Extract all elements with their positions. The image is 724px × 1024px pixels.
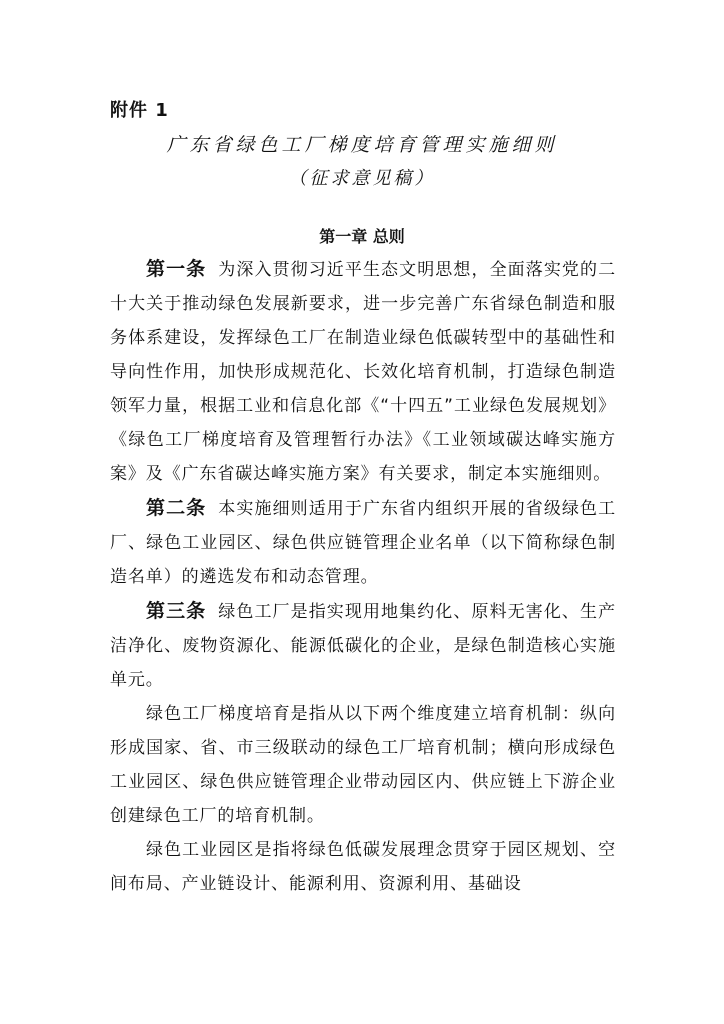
- article-2-text: 本实施细则适用于广东省内组织开展的省级绿色工厂、绿色工业园区、绿色供应链管理企业名单（以下简称绿色制造名单）的遴选发布和动态管理。: [110, 499, 616, 587]
- article-1-paragraph: [110, 252, 616, 491]
- article-1-text: 为深入贯彻习近平生态文明思想，全面落实党的二十大关于推动绿色发展新要求，进一步完善广东省绿色制造和服务体系建设，发挥绿色工厂在制造业绿色低碳转型中的基础性和导向性作用，加快形成规范化、长效化培育机制，打造绿色制造领军力量，根据工业和信息化部《“十四五”工业绿色发展规划》《绿色工厂梯度培育及管理暂行办法》《工业领域碳达峰实施方案》及《广东省碳达峰实施方案》有关要求，制定本实施细则。: [110, 260, 616, 484]
- article-2-label: 第二条: [146, 497, 207, 519]
- green-park-paragraph: [110, 833, 616, 901]
- attachment-label: 附件 1: [110, 100, 169, 121]
- gradient-cultivation-text: 绿色工厂梯度培育是指从以下两个维度建立培育机制：纵向形成国家、省、市三级联动的绿色工厂培育机制；横向形成绿色工业园区、绿色供应链管理企业带动园区内、供应链上下游企业创建绿色工厂的培育机制。: [110, 704, 616, 826]
- document-body: [110, 252, 616, 901]
- document-subtitle: （征求意见稿）: [288, 168, 436, 189]
- document-title: 广东省绿色工厂梯度培育管理实施细则: [166, 134, 558, 156]
- article-2-paragraph: [110, 491, 616, 594]
- green-park-text: 绿色工业园区是指将绿色低碳发展理念贯穿于园区规划、空间布局、产业链设计、能源利用、资源利用、基础设: [110, 840, 616, 894]
- article-3-text: 绿色工厂是指实现用地集约化、原料无害化、生产洁净化、废物资源化、能源低碳化的企业，是绿色制造核心实施单元。: [110, 602, 616, 690]
- article-3-label: 第三条: [146, 600, 207, 622]
- article-3-paragraph: [110, 594, 616, 697]
- gradient-cultivation-paragraph: [110, 697, 616, 833]
- article-1-label: 第一条: [146, 258, 207, 280]
- chapter-heading: 第一章 总则: [319, 227, 405, 246]
